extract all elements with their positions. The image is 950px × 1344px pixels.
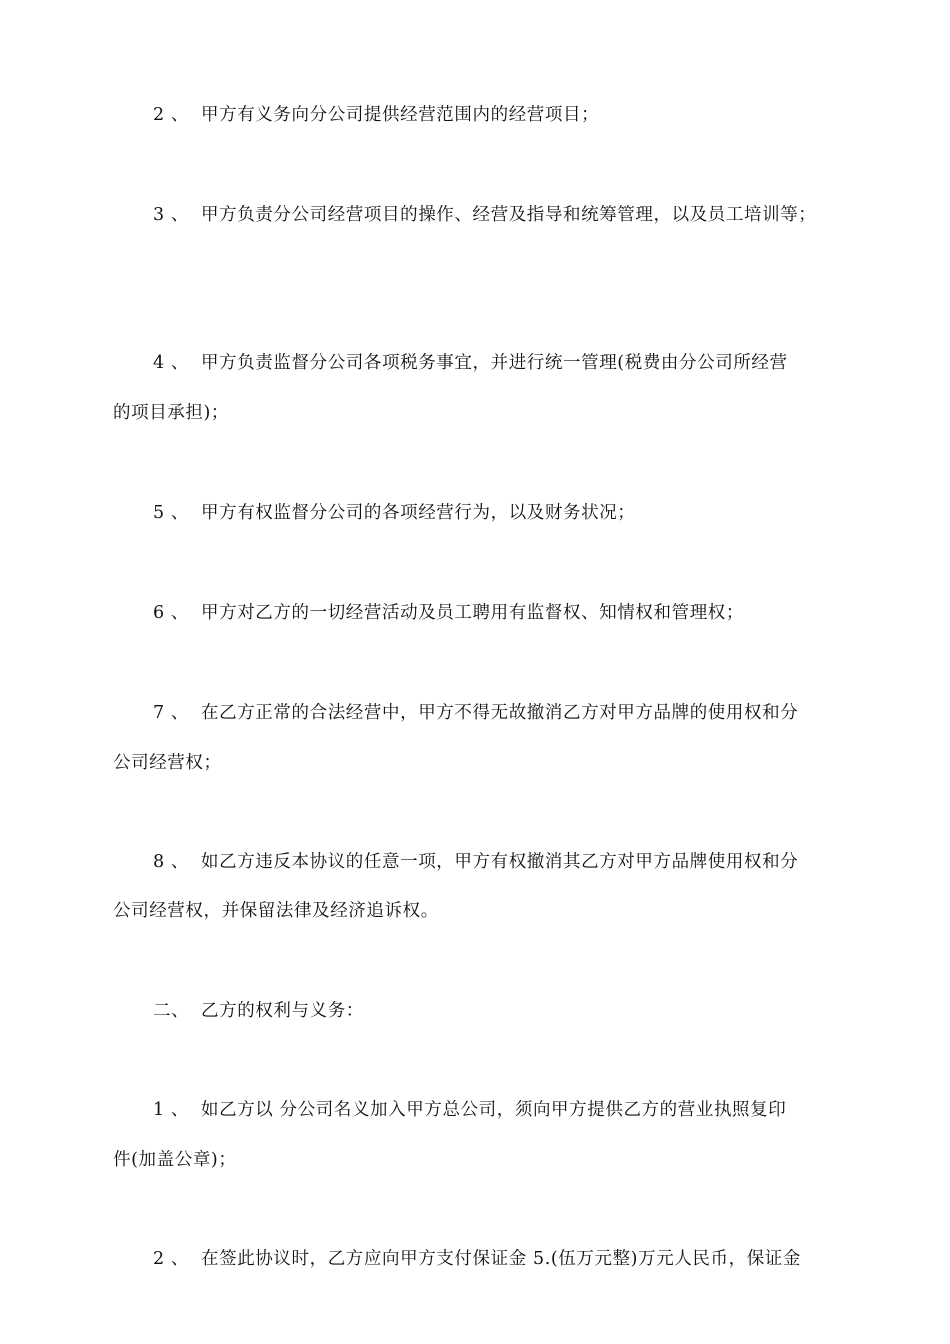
paragraph-3	[153, 203, 893, 227]
paragraph-8	[153, 850, 893, 874]
item-text: 在签此协议时，乙方应向甲方支付保证金 5.(伍万元整)万元人民币，保证金	[201, 1249, 802, 1269]
item-text: 甲方对乙方的一切经营活动及员工聘用有监督权、知情权和管理权；	[201, 603, 744, 623]
item-text: 甲方有义务向分公司提供经营范围内的经营项目；	[201, 105, 600, 125]
item-text: 在乙方正常的合法经营中，甲方不得无故撤消乙方对甲方品牌的使用权和分	[201, 703, 799, 723]
item-text: 甲方负责分公司经营项目的操作、经营及指导和统筹管理，以及员工培训等；	[201, 205, 817, 225]
item-number: 2 、	[153, 105, 189, 125]
paragraph-2	[153, 103, 893, 127]
item-text: 如乙方以 分公司名义加入甲方总公司，须向甲方提供乙方的营业执照复印	[201, 1100, 787, 1120]
item-number: 8 、	[153, 852, 189, 872]
item-number: 3 、	[153, 205, 189, 225]
item-text: 如乙方违反本协议的任意一项，甲方有权撤消其乙方对甲方品牌使用权和分	[201, 852, 799, 872]
item-number: 2 、	[153, 1249, 189, 1269]
paragraph-b2	[153, 1247, 893, 1271]
section-title: 乙方的权利与义务：	[201, 1001, 364, 1021]
paragraph-5	[153, 501, 893, 525]
item-number: 5 、	[153, 503, 189, 523]
item-text: 甲方有权监督分公司的各项经营行为，以及财务状况；	[201, 503, 636, 523]
item-number: 1 、	[153, 1100, 189, 1120]
paragraph-4-continuation: 的项目承担)；	[113, 403, 230, 423]
paragraph-7-continuation: 公司经营权；	[113, 753, 222, 773]
paragraph-7	[153, 701, 893, 725]
paragraph-8-continuation: 公司经营权，并保留法律及经济追诉权。	[113, 901, 439, 921]
item-number: 6 、	[153, 603, 189, 623]
item-number: 7 、	[153, 703, 189, 723]
paragraph-4	[153, 351, 893, 375]
item-text: 甲方负责监督分公司各项税务事宜，并进行统一管理(税费由分公司所经营	[201, 353, 788, 373]
item-number: 4 、	[153, 353, 189, 373]
section-heading-party-b	[153, 999, 893, 1023]
section-number: 二、	[153, 1001, 190, 1021]
paragraph-6	[153, 601, 893, 625]
paragraph-b1	[153, 1098, 893, 1122]
paragraph-b1-continuation: 件(加盖公章)；	[113, 1150, 237, 1170]
